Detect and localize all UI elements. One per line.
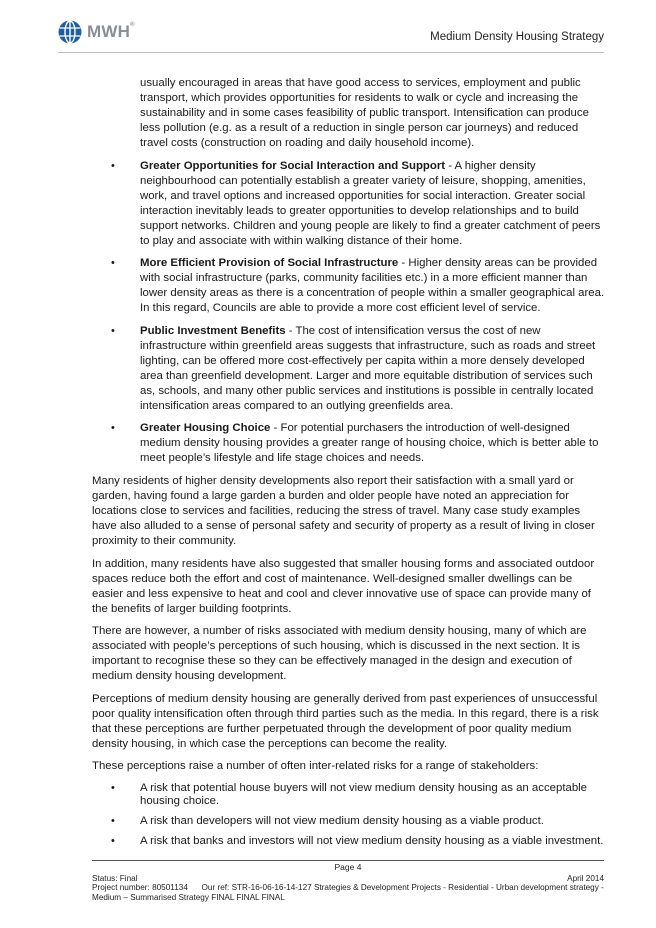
page-footer bbox=[92, 860, 604, 902]
bullet-icon: • bbox=[111, 781, 115, 794]
mwh-logo bbox=[58, 20, 135, 44]
benefits-list bbox=[92, 159, 605, 467]
document-title: Medium Density Housing Strategy bbox=[430, 31, 604, 43]
body-paragraph: There are however, a number of risks associated with medium density housing, many of which are associated with people’s perceptions of such housing, which is discussed in the next section. It is important to recognise these so they can be effectively managed in the design and execution of medium density housing development. bbox=[92, 625, 587, 683]
bullet-icon: • bbox=[111, 834, 115, 847]
status-text: Status: Final bbox=[92, 873, 138, 883]
list-item: • A risk that banks and investors will not view medium density housing as a viable investment. bbox=[111, 834, 604, 847]
logo-text: MWH® bbox=[87, 22, 135, 41]
list-item: • Public Investment Benefits - The cost of intensification versus the cost of new infrastructure within greenfield areas suggests that infrastructure, such as roads and street lighting, can be offered more cost-effectively per capita within a more densely developed area than greenfield development. Larger and more equitable distribution of services such as, schools, and many other public services and institutions is possible in centrally located intensification areas compared to an outlying greenfields area. bbox=[111, 324, 596, 412]
header-divider bbox=[58, 52, 604, 53]
date-text: April 2014 bbox=[567, 873, 604, 883]
list-item: • A risk than developers will not view medium density housing as a viable product. bbox=[111, 814, 544, 827]
bullet-icon: • bbox=[111, 159, 115, 172]
list-item: • Greater Housing Choice - For potential purchasers the introduction of well-designed medium density housing provides a greater range of housing choice, which is better able to meet people’s lifestyle and life stage choices and needs. bbox=[111, 422, 599, 465]
body-paragraph: Perceptions of medium density housing are generally derived from past experiences of unsuccessful poor quality intensification often through third parties such as the media. In this regard, there is a risk that these perceptions are further perpetuated through the development of poor quality medium density housing, in which case the perceptions can become the reality. bbox=[92, 692, 599, 750]
bullet-icon: • bbox=[111, 324, 115, 337]
body-paragraph: Many residents of higher density developments also report their satisfaction with a small yard or garden, having found a large garden a burden and older people have noted an appreciation for locations close to services and facilities, reducing the stress of travel. Many case study examples have also alluded to a sense of personal safety and security of property as a result of living in closer proximity to their community. bbox=[92, 474, 595, 547]
footer-divider bbox=[92, 860, 604, 861]
intro-continued-paragraph: usually encouraged in areas that have good access to services, employment and public transport, which provides opportunities for residents to walk or cycle and increasing the sustainability and in some cases feasibility of public transport. Intensification can produce less pollution (e.g. as a result of a reduction in single person car journeys) and reduced travel costs (construction on roading and daily household income). bbox=[140, 77, 589, 149]
body-paragraph: In addition, many residents have also suggested that smaller housing forms and associated outdoor spaces reduce both the effort and cost of maintenance. Well-designed smaller dwellings can be easier and less expensive to heat and cool and clever innovative use of space can provide many of the benefits of larger building footprints. bbox=[92, 557, 595, 615]
project-reference: Project number: 80501134 Our ref: STR-16-06-16-14-127 Strategies & Development Projects - Residential - Urban development strategy - Medium – Summarised Strategy FINAL FINAL FINAL bbox=[92, 883, 604, 902]
list-item: • A risk that potential house buyers will not view medium density housing as an acceptable housing choice. bbox=[111, 781, 588, 807]
bullet-icon: • bbox=[111, 422, 115, 435]
page-body bbox=[92, 76, 605, 855]
body-paragraph: These perceptions raise a number of often inter-related risks for a range of stakeholders: bbox=[92, 760, 539, 773]
list-item: • Greater Opportunities for Social Interaction and Support - A higher density neighbourhood can potentially establish a greater variety of leisure, shopping, amenities, work, and travel options and increased opportunities for social interaction. Greater social interaction inevitably leads to greater opportunities to develop relationships and to build support networks. Children and young people are likely to find a greater catchment of peers to play and associate with within walking distance of their home. bbox=[111, 159, 601, 247]
list-item: • More Efficient Provision of Social Infrastructure - Higher density areas can be provided with social infrastructure (parks, community facilities etc.) in a more efficient manner than lower density areas as there is a concentration of people within a smaller geographical area. In this regard, Councils are able to provide a more cost efficient level of service. bbox=[111, 257, 605, 315]
bullet-icon: • bbox=[111, 814, 115, 827]
globe-icon bbox=[58, 20, 82, 44]
bullet-icon: • bbox=[111, 257, 115, 270]
page-header bbox=[0, 0, 656, 60]
page-number: Page 4 bbox=[334, 862, 362, 872]
risks-list bbox=[92, 782, 605, 848]
